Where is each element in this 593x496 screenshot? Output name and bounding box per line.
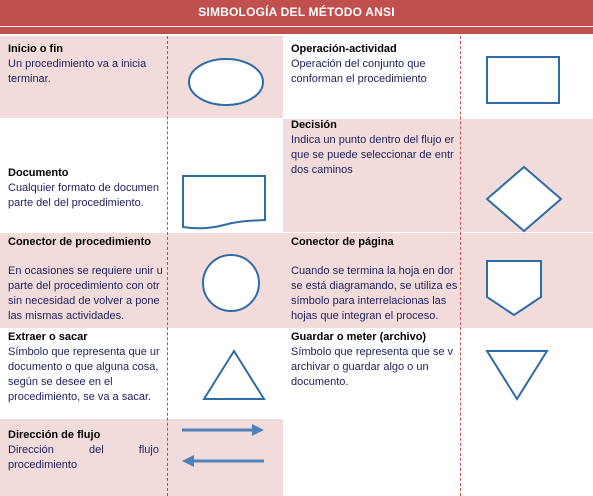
column-divider (167, 36, 168, 496)
document-symbol-icon (182, 175, 266, 229)
symbol-title: Conector de página (291, 236, 394, 248)
symbol-title: Extraer o sacar (8, 331, 88, 343)
store-triangle-icon (486, 350, 548, 400)
symbol-title: Inicio o fin (8, 43, 63, 55)
table-header (0, 0, 593, 34)
row-separator (0, 418, 593, 419)
symbol-direccion-flujo (8, 428, 159, 473)
symbol-guardar-meter (291, 330, 460, 390)
symbol-conector-pagina (291, 235, 460, 324)
row-separator (0, 328, 593, 329)
symbol-title: Decisión (291, 119, 337, 131)
row-separator (0, 232, 593, 233)
symbol-description: En ocasiones se requiere unir u parte del procedimiento con otr sin necesidad de volver a pone las mismas actividades. (8, 265, 163, 322)
extract-triangle-icon (203, 350, 265, 400)
symbol-description: Un procedimiento va a inicia terminar. (8, 58, 147, 85)
column-divider (460, 36, 461, 496)
symbol-extraer-sacar (8, 330, 167, 405)
symbol-title: Dirección de flujo (8, 429, 101, 441)
symbol-decision (291, 118, 460, 178)
header-divider (0, 26, 593, 27)
rectangle-symbol-icon (486, 56, 560, 104)
symbol-inicio-fin (8, 42, 167, 87)
table-title: SIMBOLOGÍA DEL MÉTODO ANSI (198, 5, 395, 19)
symbol-description: Cualquier formato de documen parte del del procedimiento. (8, 182, 160, 209)
symbol-description: Dirección del flujo procedimiento (8, 444, 159, 471)
flow-left-arrow-icon (180, 453, 266, 469)
symbol-description: Cuando se termina la hoja en dor se está diagramando, se utiliza es símbolo para interrelacionas las hojas que integran el proceso. (291, 265, 458, 322)
symbol-title: Operación-actividad (291, 43, 397, 55)
symbol-documento (8, 166, 167, 211)
decision-diamond-icon (486, 166, 562, 232)
oval-symbol-icon (188, 58, 264, 106)
symbol-description: Operación del conjunto que conforman el procedimiento (291, 58, 427, 85)
symbol-operacion-actividad (291, 42, 460, 87)
symbol-conector-procedimiento (8, 235, 167, 324)
symbol-description: Indica un punto dentro del flujo er que se puede seleccionar de entr dos caminos (291, 134, 455, 176)
symbol-description: Símbolo que representa que se v archivar o guardar algo o un documento. (291, 346, 454, 388)
connector-circle-icon (202, 254, 260, 312)
symbol-title: Guardar o meter (archivo) (291, 331, 427, 343)
symbol-title: Conector de procedimiento (8, 236, 152, 248)
symbol-description: Símbolo que representa que ur documento o que alguna cosa, según se desee en el procedimiento, se va a sacar. (8, 346, 160, 403)
symbol-title: Documento (8, 167, 69, 179)
page-connector-icon (486, 260, 542, 316)
flow-right-arrow-icon (180, 422, 266, 438)
